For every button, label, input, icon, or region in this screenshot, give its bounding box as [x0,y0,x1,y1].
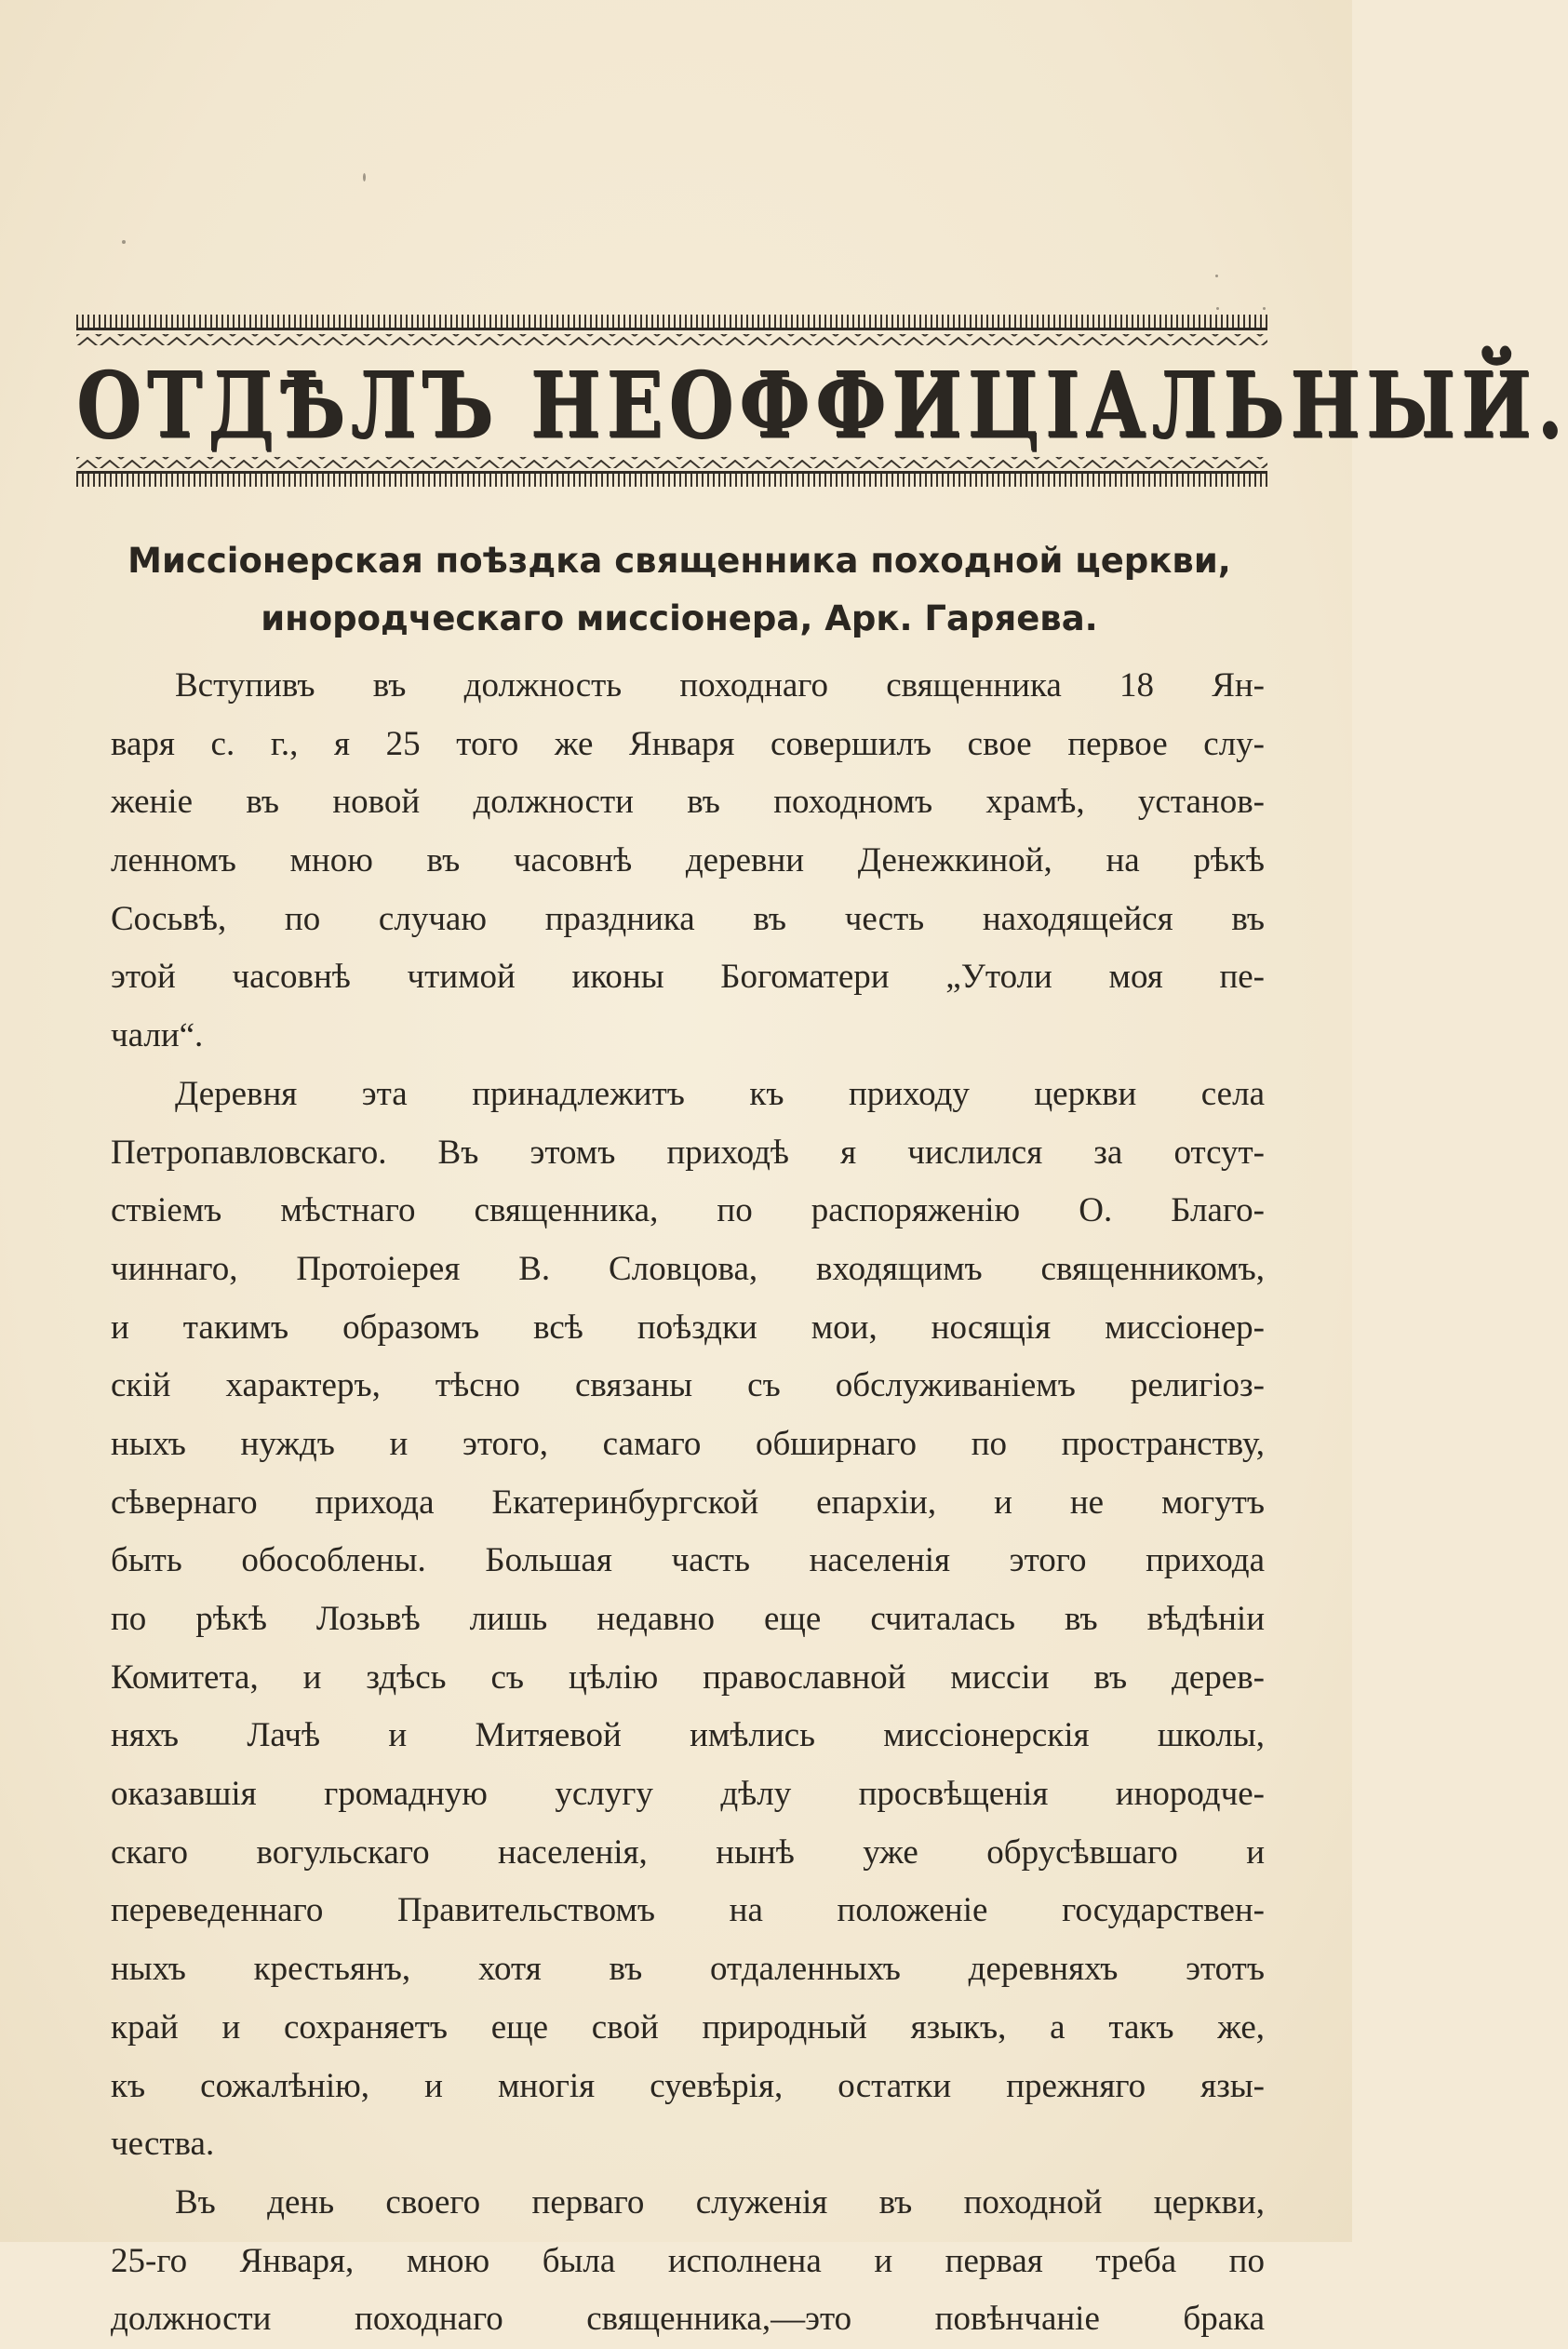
article-title-line: инородческаго миссіонера, Арк. Гаряева. [261,598,1098,638]
text-line: и такимъ образомъ всѣ поѣздки мои, носящія миссіонер- [111,1308,1265,1347]
paragraph [111,2174,1265,2349]
paragraph [111,657,1265,1066]
text-line: Вступивъ въ должность походнаго священника 18 Ян- [175,666,1265,705]
text-line: Комитета, и здѣсь съ цѣлію православной миссіи въ дерев- [111,1658,1265,1697]
text-line: край и сохраняетъ еще свой природный языкъ, а такъ же, [111,2007,1265,2047]
text-line: Сосьвѣ, по случаю праздника въ честь находящейся въ [111,899,1265,938]
text-line: ствіемъ мѣстнаго священника, по распоряженію О. Благо- [111,1191,1265,1230]
section-header [76,315,1568,491]
text-line: няхъ Лачѣ и Митяевой имѣлись миссіонерскія школы, [111,1716,1265,1755]
article-title-line: Миссіонерская поѣздка священника походной церкви, [127,541,1231,581]
paragraph [111,1066,1265,2174]
text-line: Петропавловскаго. Въ этомъ приходѣ я числился за отсут- [111,1133,1265,1172]
text-line: оказавшія громадную услугу дѣлу просвѣщенія инородче- [111,1775,1265,1814]
text-line: ленномъ мною въ часовнѣ деревни Денежкиной, на рѣкѣ [111,841,1265,880]
text-line: должности походнаго священника,—это повѣнчаніе брака [111,2300,1265,2339]
text-line: чества. [111,2125,215,2164]
text-line: чиннаго, Протоіерея В. Словцова, входящимъ священникомъ, [111,1249,1265,1288]
text-line: Деревня эта принадлежитъ къ приходу церкви села [175,1074,1265,1113]
text-line: быть обособлены. Большая часть населенія этого прихода [111,1541,1265,1580]
text-line: скій характеръ, тѣсно связаны съ обслуживаніемъ религіоз- [111,1366,1265,1405]
article-body [111,657,1265,2349]
text-line: Въ день своего перваго служенія въ походной церкви, [175,2182,1265,2221]
text-line: переведеннаго Правительствомъ на положеніе государствен- [111,1891,1265,1930]
text-line: варя с. г., я 25 того же Января совершилъ свое первое слу- [111,724,1265,763]
text-line: 25-го Января, мною была исполнена и первая треба по [111,2241,1265,2280]
text-line: по рѣкѣ Лозьвѣ лишь недавно еще считалась въ вѣдѣніи [111,1600,1265,1638]
section-heading: ОТДѢЛЪ НЕОФФИЦІАЛЬНЫЙ. [76,351,1568,459]
text-line: этой часовнѣ чтимой иконы Богоматери „Утоли моя пе- [111,958,1265,997]
text-line: женіе въ новой должности въ походномъ храмѣ, установ- [111,783,1265,822]
text-line: чали“. [111,1016,204,1055]
text-line: къ сожалѣнію, и многія суевѣрія, остатки прежняго язы- [111,2066,1265,2105]
text-line: ныхъ нуждъ и этого, самаго обширнаго по пространству, [111,1424,1265,1463]
text-line: скаго вогульскаго населенія, нынѣ уже обрусѣвшаго и [111,1832,1265,1872]
article-title [93,532,1266,648]
text-line: ныхъ крестьянъ, хотя въ отдаленныхъ деревняхъ этотъ [111,1950,1265,1989]
text-line: сѣвернаго прихода Екатеринбургской епархіи, и не могутъ [111,1483,1265,1522]
